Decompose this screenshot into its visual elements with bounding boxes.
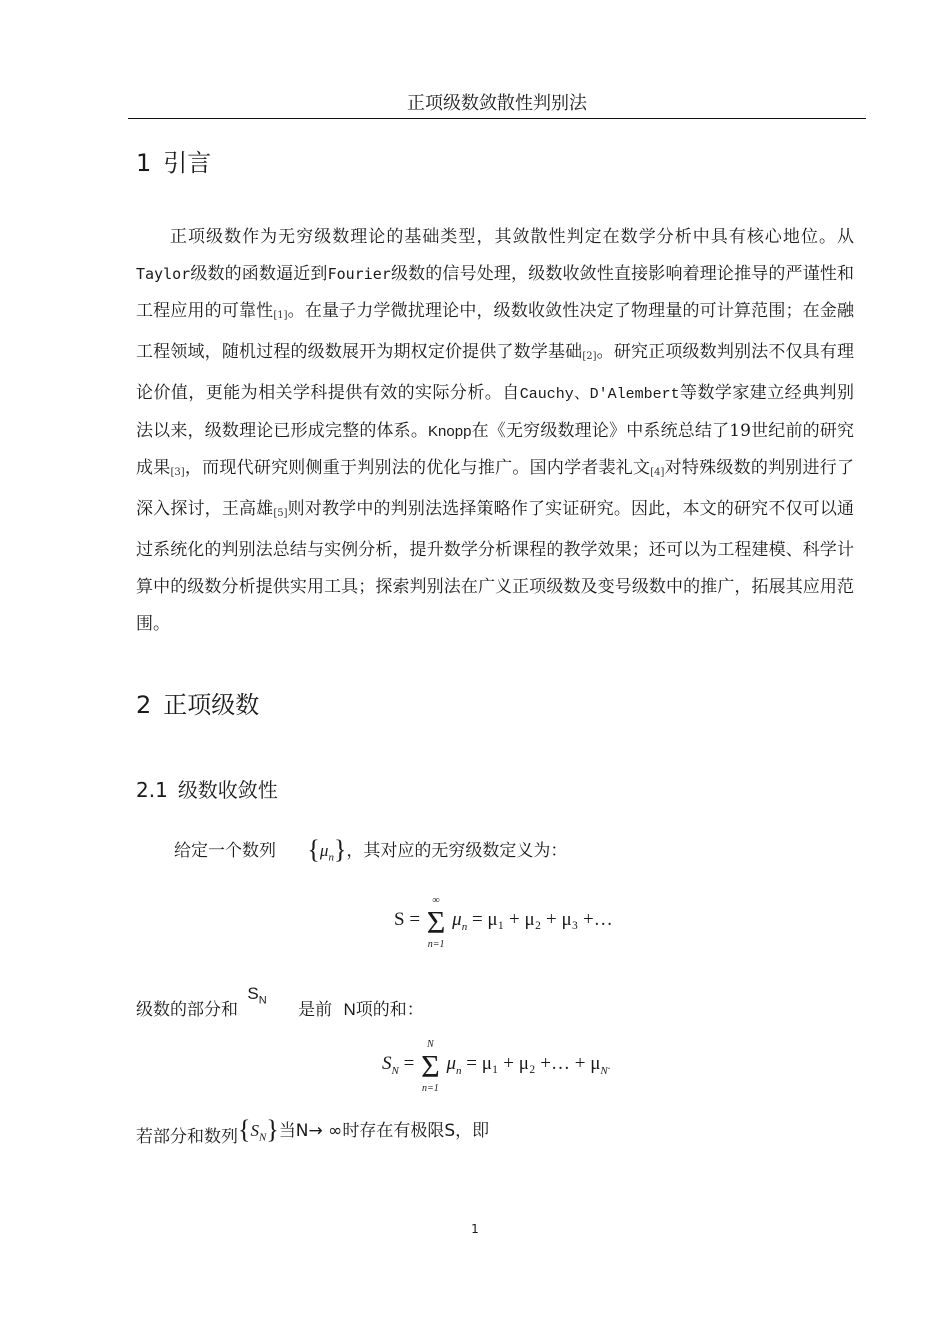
formula-term: μ	[452, 909, 462, 930]
partial-sum-sequence	[238, 1115, 279, 1144]
math-S: S	[250, 1121, 259, 1140]
term-taylor: Taylor	[136, 265, 191, 283]
document-title: 正项级数敛散性判别法	[407, 93, 587, 114]
sum-upper: N	[427, 1039, 434, 1050]
limit-line	[136, 1115, 490, 1155]
math-subscript: N	[258, 1131, 267, 1144]
formula-term-sub: n	[461, 920, 468, 933]
text-run: 世纪前的研究成果	[136, 421, 855, 478]
subsection-title: 级数收敛性	[177, 778, 278, 802]
citation: [5]	[273, 508, 288, 519]
section-heading-2	[136, 690, 259, 720]
text-run: 是前	[298, 1000, 333, 1020]
formula-period: .	[607, 1061, 611, 1072]
subsection-number: 2.1	[136, 778, 168, 802]
term-knopp: Knopp	[428, 423, 472, 440]
formula-lhs: S	[382, 1053, 392, 1074]
citation: [3]	[170, 467, 185, 478]
sum-lower: n=1	[422, 1083, 439, 1094]
text-run: 正项级数作为无穷级数理论的基础类型，其敛散性判定在数学分析中具有核心地位。从	[170, 227, 854, 247]
sequence-symbol	[307, 835, 347, 864]
text-run: 项的和：	[355, 1000, 424, 1020]
partial-sum-symbol	[247, 984, 267, 1007]
brace-glyph: {	[238, 1115, 251, 1144]
page-number: 1	[471, 1222, 479, 1236]
term-names: Cauchy、D'Alembert	[519, 386, 680, 403]
math-subscript: N	[258, 994, 267, 1007]
formula-equals: =	[403, 1053, 415, 1074]
definition-line	[174, 835, 568, 869]
sum-upper: ∞	[432, 895, 440, 906]
formula-rhs: = μ₁ + μ₂ + μ₃ +…	[471, 909, 613, 930]
running-header	[128, 92, 866, 119]
sum-lower: n=1	[427, 939, 445, 950]
section-title: 引言	[163, 149, 212, 177]
formula-lhs: S =	[394, 909, 421, 930]
partial-sum-formula	[382, 1039, 611, 1094]
math-subscript: n	[328, 851, 334, 864]
text-run: 级数的信号处理，级数收敛性直接影响着理论推导的严谨性和工程应用的可靠性	[136, 264, 855, 321]
text-run: 对特殊级数的判别进行了深入探讨，王高雄	[136, 458, 855, 519]
paragraph-text	[136, 219, 854, 643]
partial-sum-line	[136, 984, 424, 1028]
summation-symbol: Σ ∞ n=1	[426, 895, 446, 950]
text-run: 给定一个数列	[174, 841, 276, 861]
section-heading-1	[136, 148, 211, 178]
section-number: 2	[136, 691, 152, 719]
math-mu: μ	[319, 841, 329, 860]
text-run: 则对教学中的判别法选择策略作了实证研究。因此，本文的研究不仅可以通过系统化的判别法总结与实例分析，提升数学分析课程的教学效果；还可以为工程建模、科学计算中的级数分析提供实用工具；探索判别法在广义正项级数及变号级数中的推广，拓展其应用范围。	[136, 499, 855, 634]
text-run: 等数学家建立经典判别法以来，级数理论已形成完整的体系。	[136, 383, 854, 441]
citation: [1]	[273, 310, 288, 321]
formula-lhs-sub: N	[391, 1064, 399, 1077]
text-run: 级数的函数逼近到	[190, 264, 328, 284]
math-N: N	[343, 1000, 356, 1019]
brace-glyph: {	[307, 835, 320, 864]
intro-paragraph	[136, 219, 854, 643]
citation: [4]	[650, 467, 665, 478]
formula-rhs: = μ₁ + μ₂ +… + μ	[466, 1053, 601, 1074]
citation: [2]	[582, 351, 597, 362]
section-title: 正项级数	[163, 691, 260, 719]
text-run: 若部分和数列	[136, 1127, 238, 1147]
math-S: S	[247, 984, 259, 1003]
subsection-heading-2-1	[136, 777, 278, 803]
text-run: 在《无穷级数理论》中系统总结了	[471, 421, 730, 441]
text-run: 当N→ ∞时存在有极限S，即	[278, 1121, 490, 1141]
text-run: 19	[729, 421, 751, 441]
series-definition-formula	[394, 895, 613, 950]
brace-glyph: }	[266, 1115, 279, 1144]
formula-rhs-sub: N	[600, 1064, 608, 1077]
formula-term-sub: n	[455, 1064, 462, 1077]
text-run: 级数的部分和	[136, 1000, 238, 1020]
text-run: ，而现代研究则侧重于判别法的优化与推广。国内学者裴礼文	[184, 458, 651, 478]
text-run: 。在量子力学微扰理论中，级数收敛性决定了物理量的可计算范围；在金融工程领域，随机过程的级数展开为期权定价提供了数学基础	[136, 301, 855, 362]
section-number: 1	[136, 149, 152, 177]
term-fourier: Fourier	[327, 265, 391, 283]
summation-symbol: Σ N n=1	[421, 1039, 440, 1094]
brace-glyph: }	[333, 835, 347, 864]
formula-term: μ	[446, 1053, 456, 1074]
text-run: 。研究正项级数判别法不仅具有理论价值，更能为相关学科提供有效的实际分析。自	[136, 342, 855, 403]
text-run: ，其对应的无穷级数定义为：	[346, 841, 568, 861]
